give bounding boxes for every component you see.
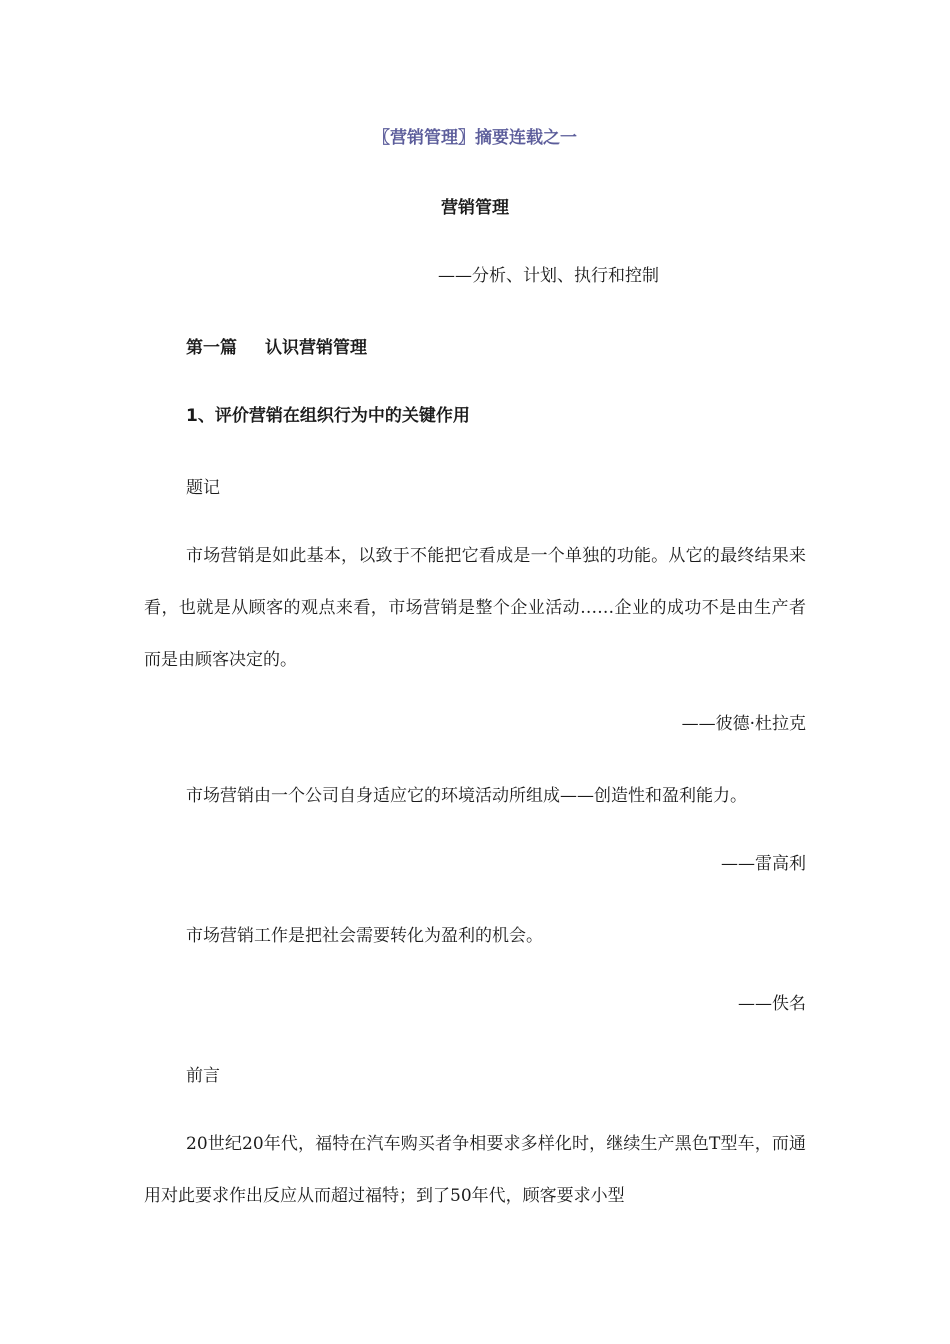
book-subtitle: ——分析、计划、执行和控制	[438, 266, 659, 286]
chapter-heading: 1、评价营销在组织行为中的关键作用	[186, 406, 470, 426]
part-heading	[186, 336, 367, 360]
epigraph-label: 题记	[186, 478, 220, 498]
part-number: 第一篇	[186, 338, 237, 358]
preface-paragraph: 20世纪20年代，福特在汽车购买者争相要求多样化时，继续生产黑色T型车，而通用对此要求作出反应从而超过福特；到了50年代，顾客要求小型	[144, 1134, 806, 1206]
epigraph-author-2: ——雷高利	[721, 854, 806, 874]
epigraph-author-3: ——佚名	[738, 994, 806, 1014]
series-title: 〖营销管理〗摘要连载之一	[373, 128, 577, 148]
book-title: 营销管理	[441, 198, 509, 218]
epigraph-quote-1: 市场营销是如此基本，以致于不能把它看成是一个单独的功能。从它的最终结果来看，也就是从顾客的观点来看，市场营销是整个企业活动……企业的成功不是由生产者而是由顾客决定的。	[144, 546, 806, 670]
part-title: 认识营销管理	[265, 338, 367, 358]
preface-label: 前言	[186, 1066, 220, 1086]
epigraph-author-1: ——彼德·杜拉克	[681, 714, 806, 734]
epigraph-quote-2: 市场营销由一个公司自身适应它的环境活动所组成——创造性和盈利能力。	[186, 786, 747, 806]
epigraph-quote-3: 市场营销工作是把社会需要转化为盈利的机会。	[186, 926, 543, 946]
